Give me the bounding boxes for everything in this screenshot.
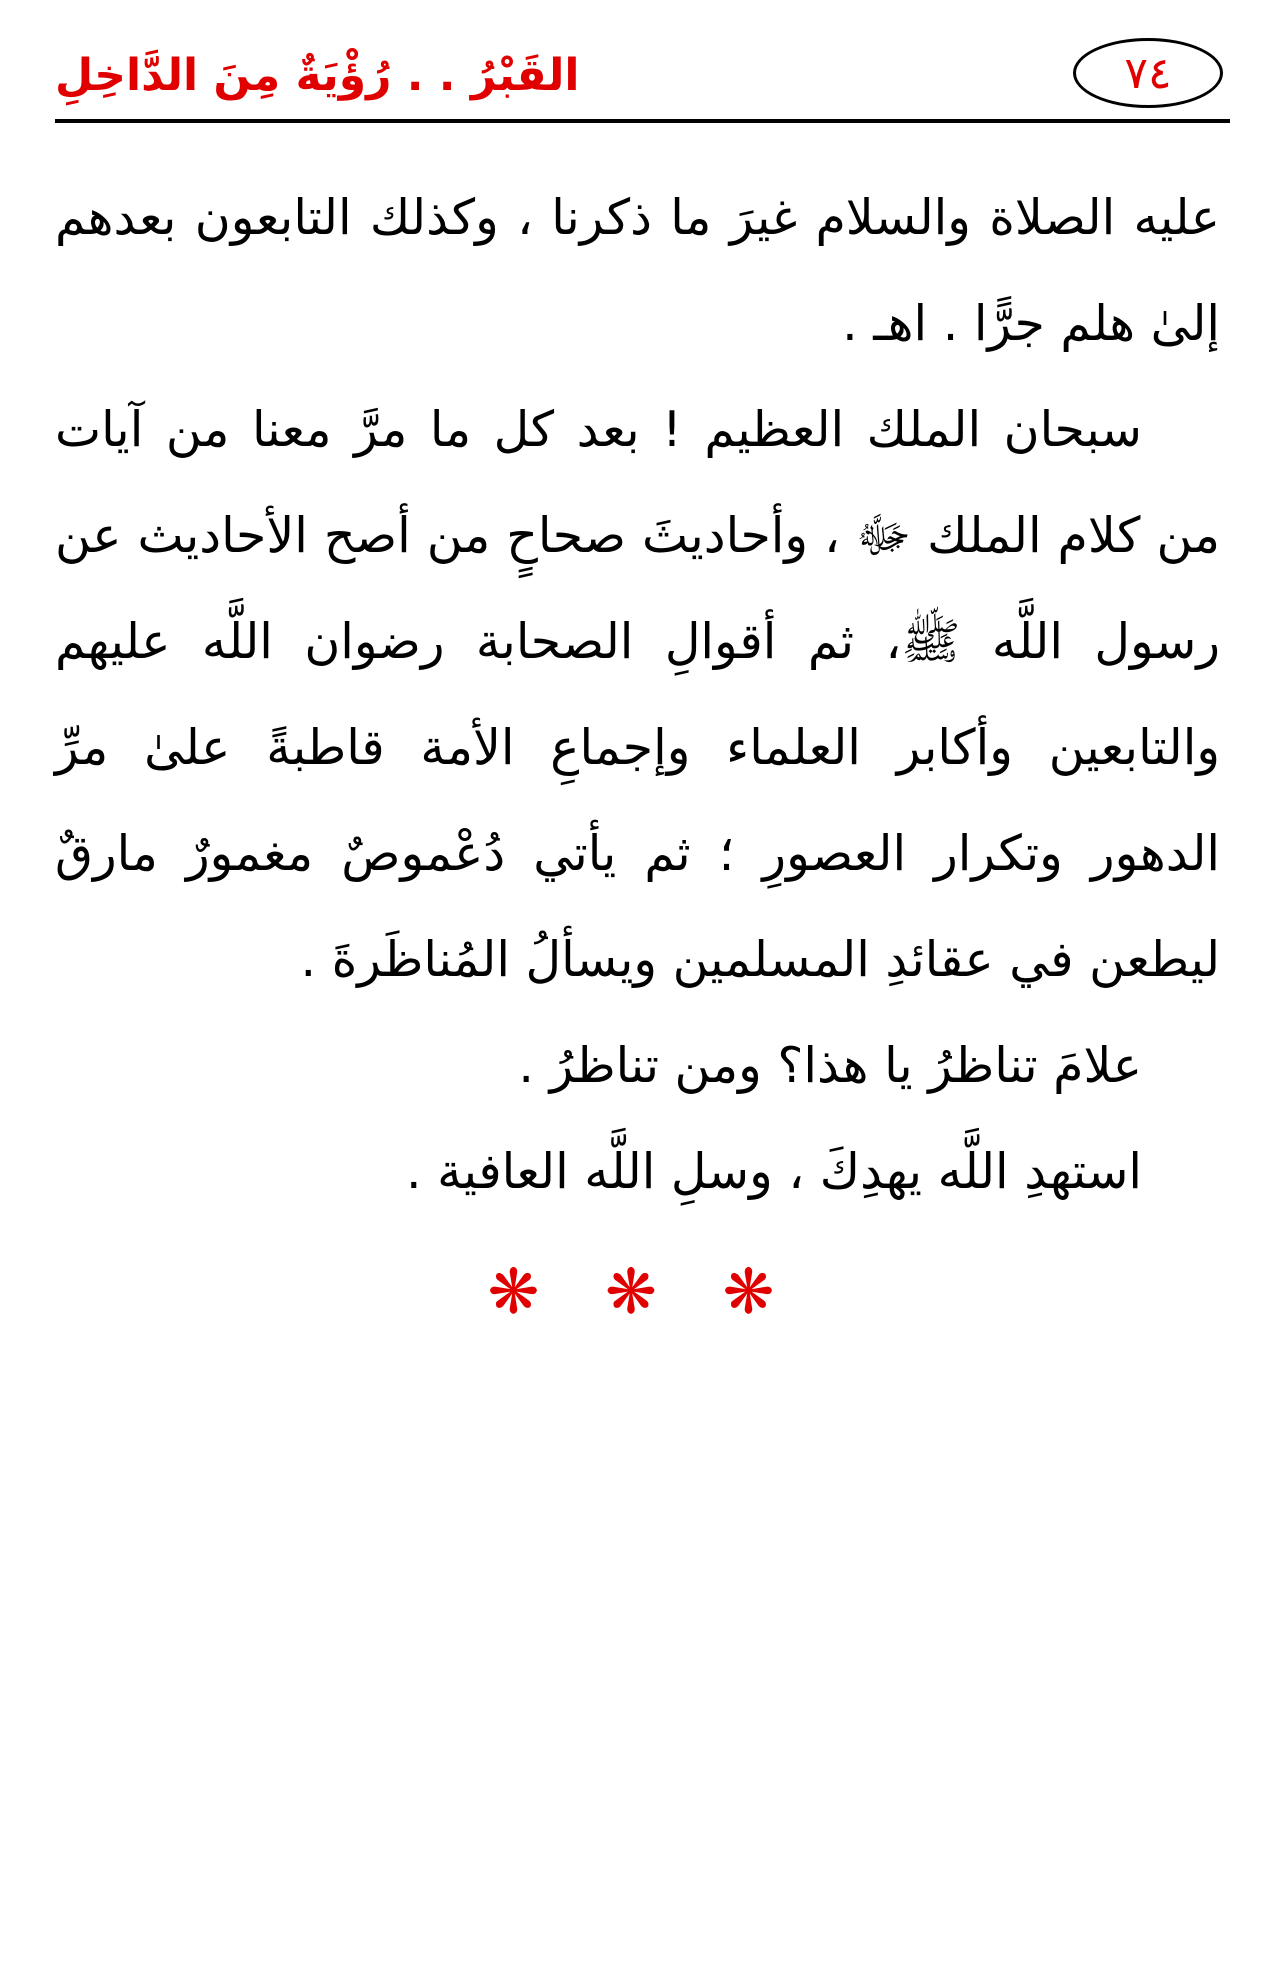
paragraph-main: سبحان الملك العظيم ! بعد كل ما مرَّ معنا من آيات من كلام الملك ﷻ ، وأحاديثَ صحاحٍ من أصح الأحاديث عن رسول اللَّه ﷺ، ثم أقوالِ الصحابة رضوان اللَّه عليهم والتابعين وأكابر العلماء وإجماعِ الأمة قاطبةً علىٰ مرِّ الدهور وتكرار العصورِ ؛ ثم يأتي دُعْموصٌ مغمورٌ مارقٌ ليطعن في عقائدِ المسلمين ويسألُ المُناظَرةَ .: [55, 401, 1220, 988]
paragraph-continued: عليه الصلاة والسلام غيرَ ما ذكرنا ، وكذلك التابعون بعدهم إلىٰ هلم جرًّا . اهـ .: [55, 189, 1220, 352]
page-body: [55, 165, 1220, 1225]
page-number: ٧٤: [1073, 38, 1223, 108]
page-header: [55, 30, 1230, 125]
question-line: علامَ تناظرُ يا هذا؟ ومن تناظرُ .: [518, 1037, 1142, 1094]
section-ornament: ❋ ❋ ❋: [487, 1255, 797, 1328]
running-title: القَبْرُ . . رُؤْيَةٌ مِنَ الدَّاخِلِ: [55, 50, 580, 101]
closing-line: استهدِ اللَّه يهدِكَ ، وسلِ اللَّه العافية .: [405, 1143, 1142, 1200]
header-rule: [55, 119, 1230, 123]
